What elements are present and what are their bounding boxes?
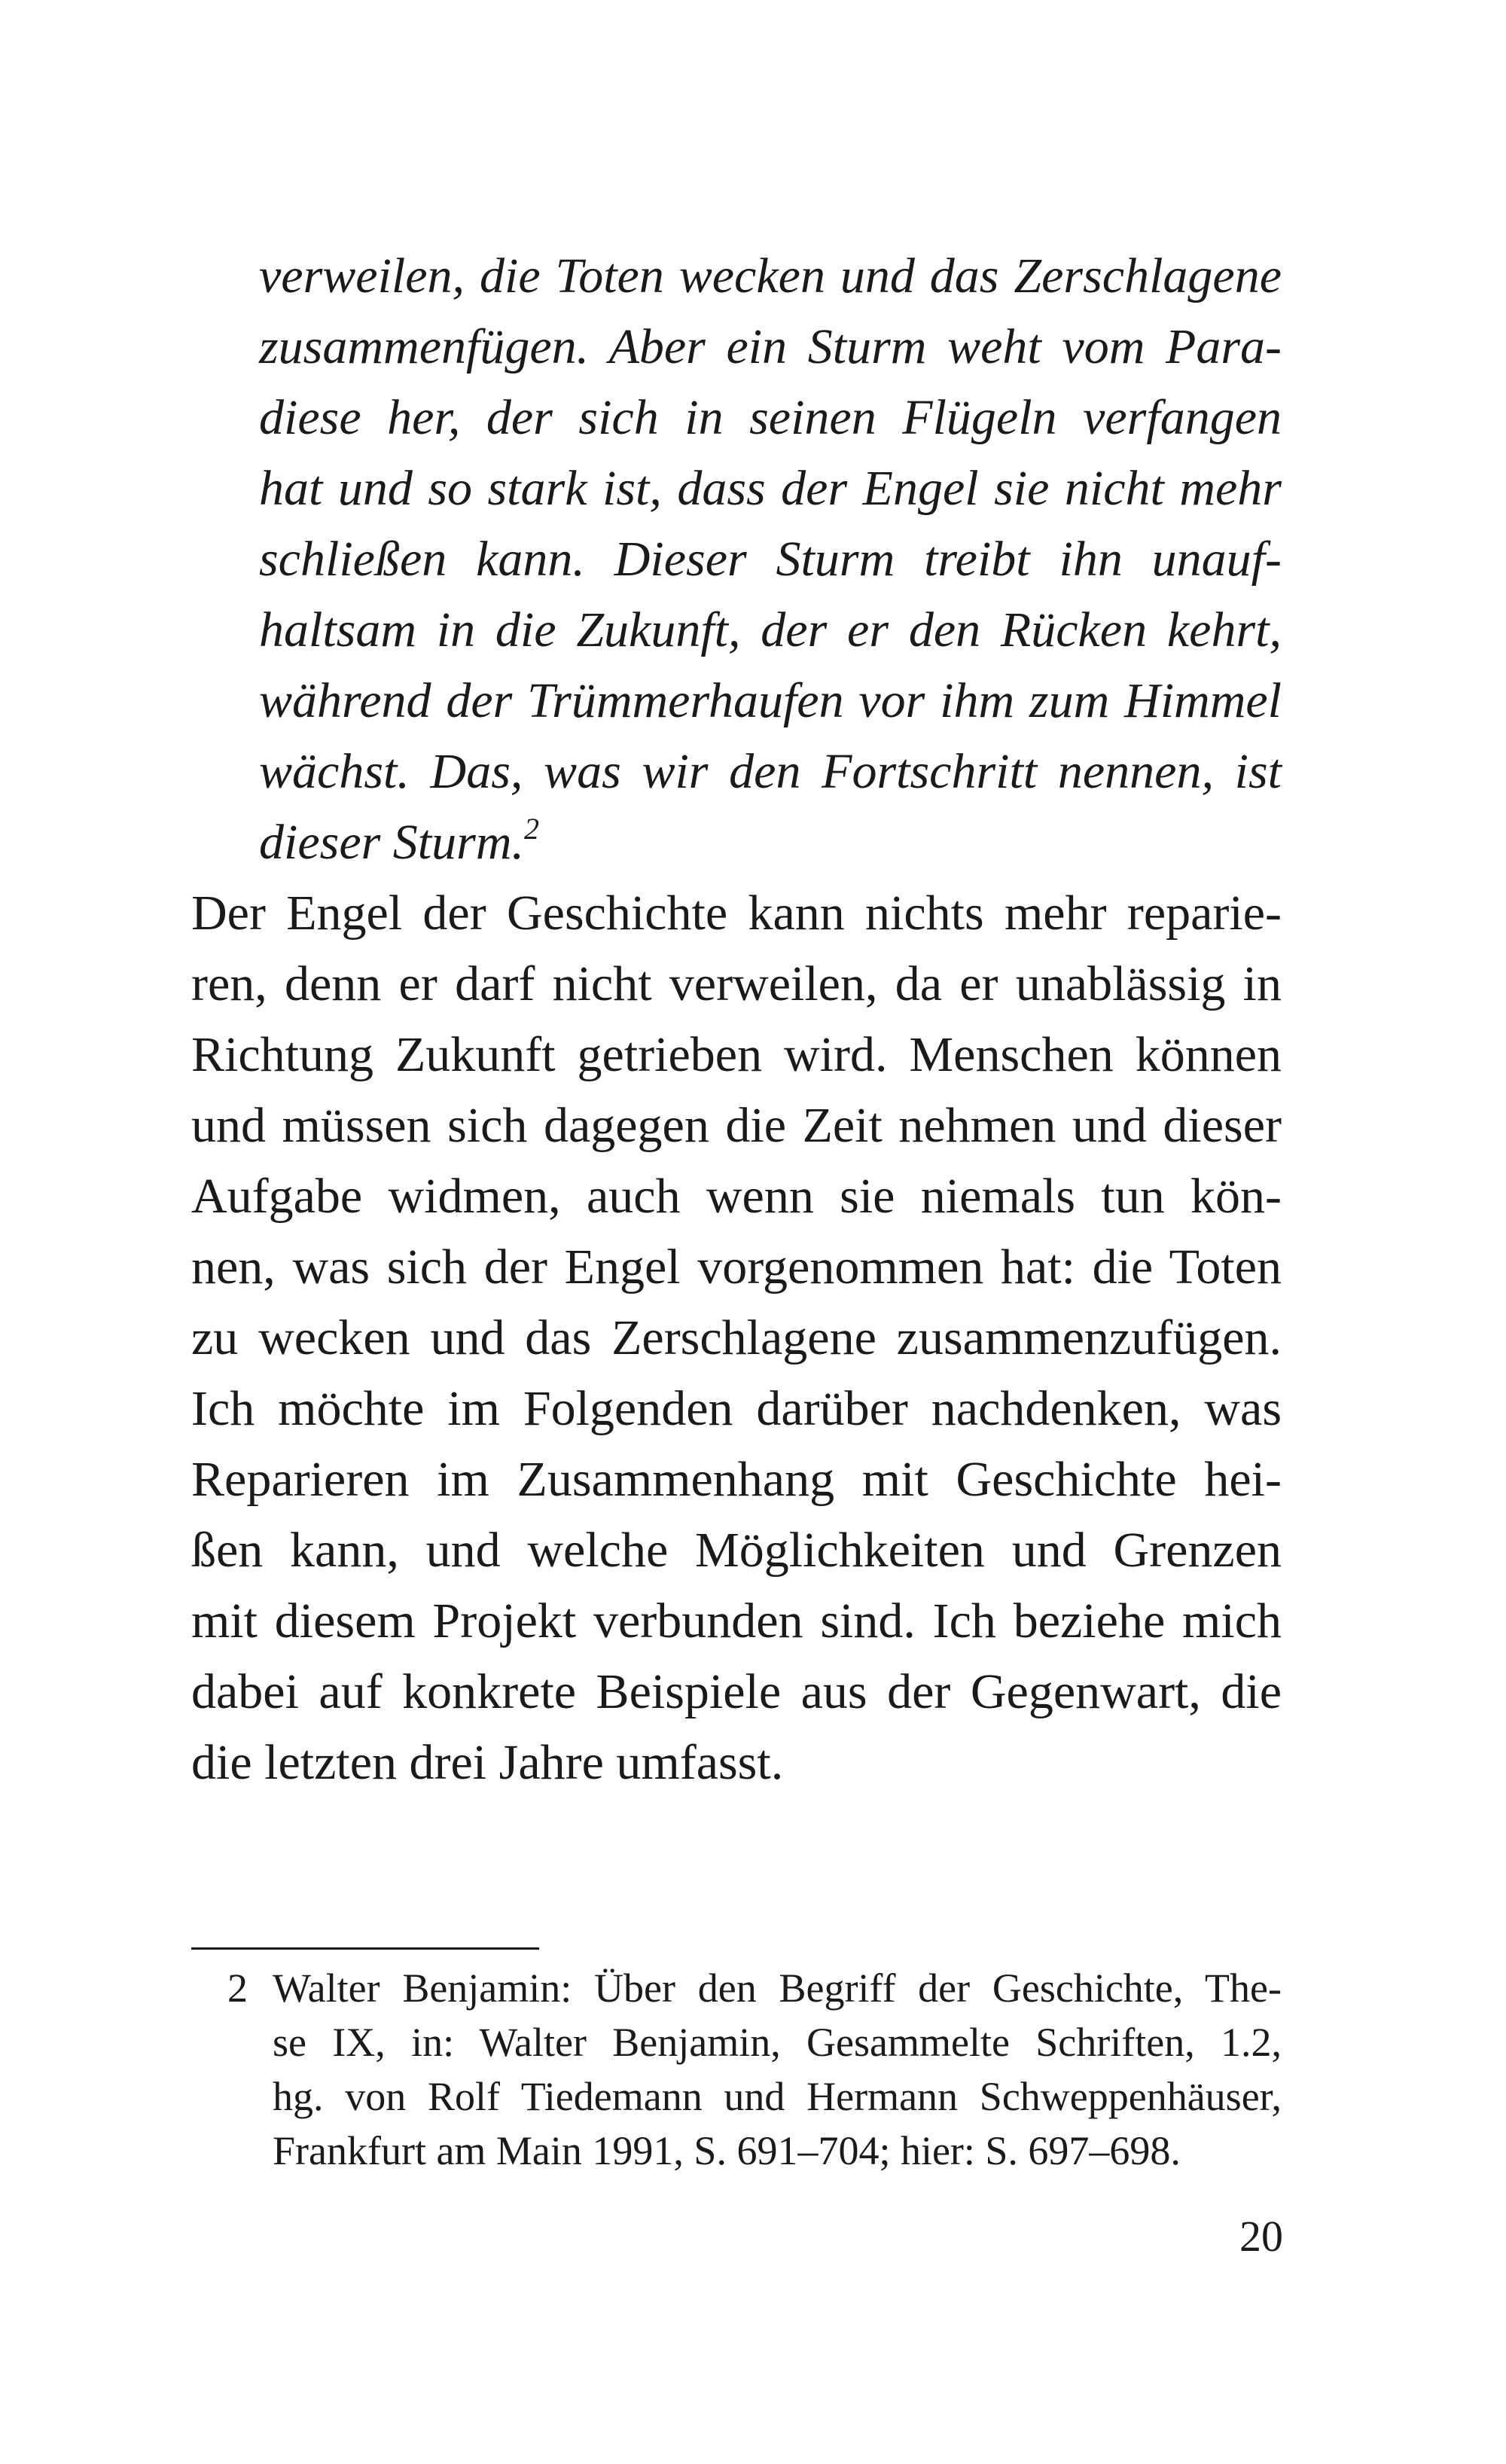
quote-line: wächst. Das, was wir den Fortschritt nennen, ist xyxy=(259,744,1282,799)
quote-line: haltsam in die Zukunft, der er den Rücken kehrt, xyxy=(259,602,1282,657)
quote-line: hat und so stark ist, dass der Engel sie nicht mehr xyxy=(259,461,1282,516)
body-line: ren, denn er darf nicht verweilen, da er unablässig in xyxy=(191,956,1282,1011)
quote-line: zusammenfügen. Aber ein Sturm weht vom Para- xyxy=(259,319,1282,374)
page-number: 20 xyxy=(1239,2212,1283,2261)
footnote-line: Frankfurt am Main 1991, S. 691–704; hier: S. 697–698. xyxy=(273,2128,1181,2173)
body-line: und müssen sich dagegen die Zeit nehmen und dieser xyxy=(191,1098,1282,1153)
footnote-reference[interactable]: 2 xyxy=(523,812,539,846)
quote-line: diese her, der sich in seinen Flügeln verfangen xyxy=(259,390,1282,445)
footnote-number: 2 xyxy=(227,1965,248,2011)
body-line: zu wecken und das Zerschlagene zusammenzufügen. xyxy=(191,1310,1282,1365)
body-line: Reparieren im Zusammenhang mit Geschichte hei- xyxy=(191,1452,1282,1507)
footnote-line: hg. von Rolf Tiedemann und Hermann Schweppenhäuser, xyxy=(273,2074,1282,2119)
body-line: dabei auf konkrete Beispiele aus der Gegenwart, die xyxy=(191,1664,1282,1719)
quote-line: verweilen, die Toten wecken und das Zerschlagene xyxy=(259,249,1282,303)
body-line: mit diesem Projekt verbunden sind. Ich beziehe mich xyxy=(191,1593,1282,1648)
body-line: Ich möchte im Folgenden darüber nachdenken, was xyxy=(191,1381,1282,1436)
quote-line: während der Trümmerhaufen vor ihm zum Himmel xyxy=(259,673,1282,728)
footnote-line: se IX, in: Walter Benjamin, Gesammelte Schriften, 1.2, xyxy=(273,2020,1282,2065)
quote-last-line xyxy=(259,807,1282,878)
body-line: Aufgabe widmen, auch wenn sie niemals tun kön- xyxy=(191,1169,1282,1224)
body-line: Der Engel der Geschichte kann nichts mehr reparie- xyxy=(191,886,1282,941)
quote-line: dieser Sturm. xyxy=(259,815,524,870)
body-line: ßen kann, und welche Möglichkeiten und Grenzen xyxy=(191,1523,1282,1578)
body-line: die letzten drei Jahre umfasst. xyxy=(191,1735,784,1790)
body-line: nen, was sich der Engel vorgenommen hat: die Toten xyxy=(191,1240,1282,1295)
quote-line: schließen kann. Dieser Sturm treibt ihn unauf- xyxy=(259,532,1282,587)
body-line: Richtung Zukunft getrieben wird. Menschen können xyxy=(191,1027,1282,1082)
footnote-line: Walter Benjamin: Über den Begriff der Geschichte, The- xyxy=(273,1965,1282,2011)
footnote-divider xyxy=(191,1947,539,1950)
